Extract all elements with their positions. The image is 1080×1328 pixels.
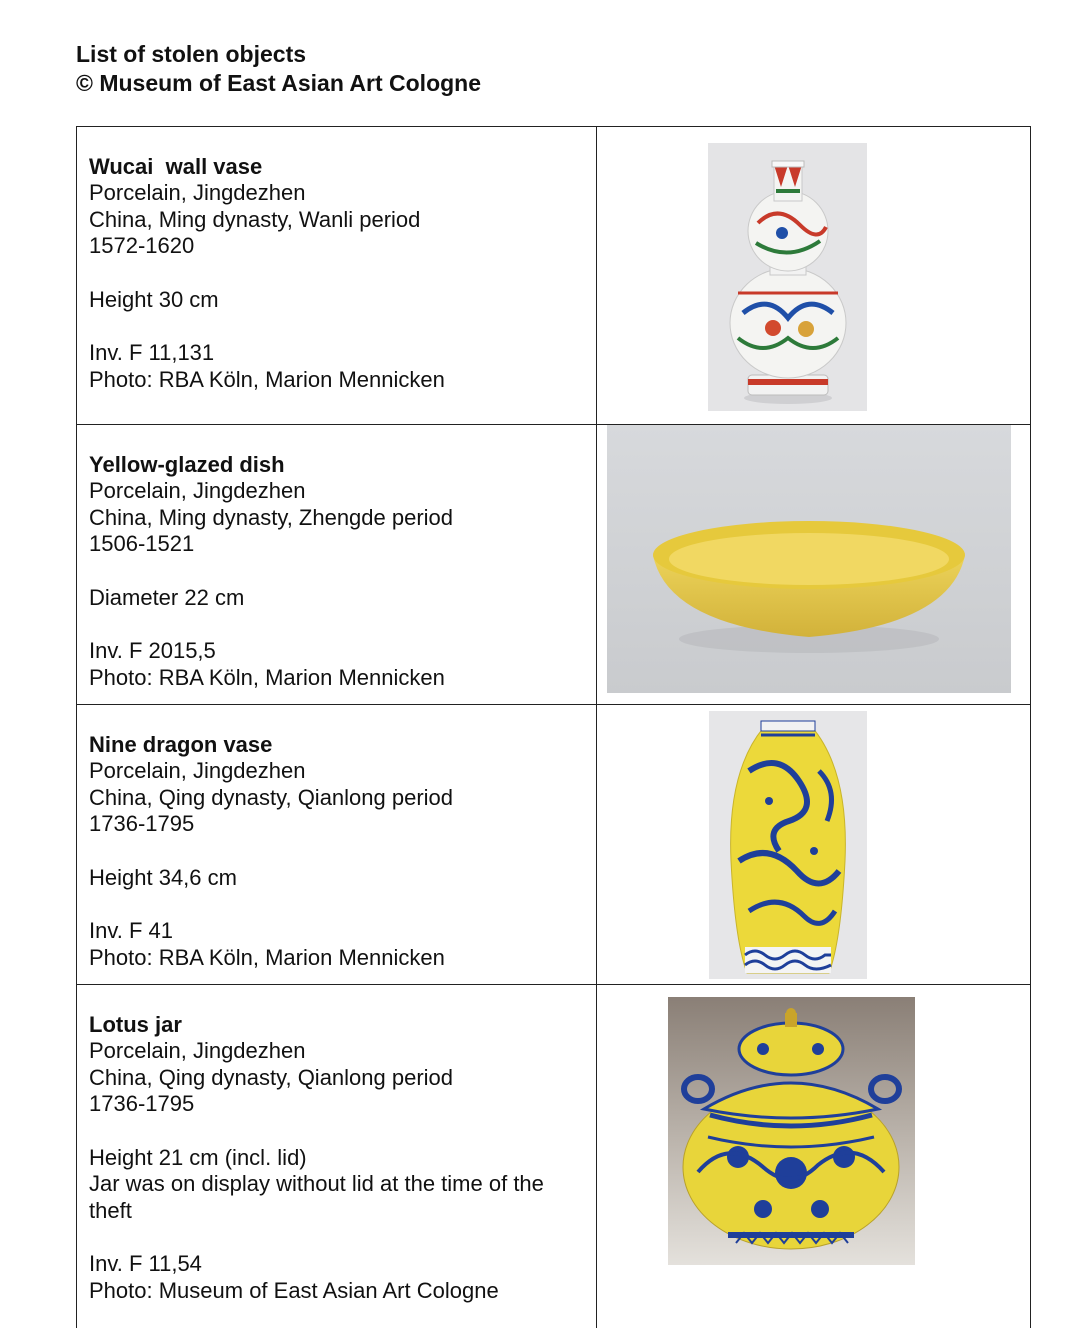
copyright-line: © Museum of East Asian Art Cologne — [76, 70, 482, 96]
object-origin: China, Ming dynasty, Zhengde period — [89, 504, 454, 530]
object-dates: 1506-1521 — [89, 531, 195, 556]
object-photo-cell — [597, 985, 1031, 1328]
document-title: List of stolen objects — [76, 41, 307, 67]
object-dates: 1736-1795 — [89, 1091, 195, 1116]
object-dates: 1736-1795 — [89, 811, 195, 836]
object-info-cell — [77, 705, 597, 985]
object-origin: China, Ming dynasty, Wanli period — [89, 206, 421, 232]
object-info-cell — [77, 425, 597, 705]
object-name: Wucai wall vase — [89, 154, 263, 179]
object-measure: Diameter 22 cm — [89, 584, 245, 610]
object-photo-credit: Photo: RBA Köln, Marion Mennicken — [89, 366, 445, 392]
object-name: Lotus jar — [89, 1012, 182, 1037]
object-note: Jar was on display without lid at the time of the theft — [89, 1171, 544, 1223]
document-header — [76, 40, 481, 98]
object-material: Porcelain, Jingdezhen — [89, 1038, 306, 1063]
object-photo-cell — [597, 705, 1031, 985]
object-inventory: Inv. F 11,54 — [89, 1251, 202, 1276]
object-material: Porcelain, Jingdezhen — [89, 478, 306, 503]
table-row — [77, 705, 1031, 985]
nine-dragon-vase-image — [709, 711, 867, 979]
table-row — [77, 425, 1031, 705]
object-inventory: Inv. F 11,131 — [89, 340, 215, 365]
table-row — [77, 127, 1031, 425]
yellow-dish-image — [607, 425, 1011, 693]
object-material: Porcelain, Jingdezhen — [89, 180, 306, 205]
object-photo-credit: Photo: Museum of East Asian Art Cologne — [89, 1277, 499, 1303]
object-info-cell — [77, 985, 597, 1328]
object-name: Nine dragon vase — [89, 732, 273, 757]
table-row — [77, 985, 1031, 1328]
object-material: Porcelain, Jingdezhen — [89, 758, 306, 783]
object-inventory: Inv. F 2015,5 — [89, 638, 216, 663]
object-measure: Height 34,6 cm — [89, 864, 237, 890]
object-photo-cell — [597, 127, 1031, 425]
object-photo-credit: Photo: RBA Köln, Marion Mennicken — [89, 664, 445, 690]
object-origin: China, Qing dynasty, Qianlong period — [89, 784, 454, 810]
object-inventory: Inv. F 41 — [89, 918, 173, 943]
object-dates: 1572-1620 — [89, 233, 195, 258]
lotus-jar-image — [668, 997, 915, 1265]
object-name: Yellow-glazed dish — [89, 452, 285, 477]
object-photo-credit: Photo: RBA Köln, Marion Mennicken — [89, 944, 445, 970]
object-measure: Height 21 cm (incl. lid) — [89, 1144, 307, 1170]
stolen-objects-table — [76, 126, 1031, 1328]
object-measure: Height 30 cm — [89, 286, 219, 312]
wucai-vase-image — [708, 143, 867, 411]
object-info-cell — [77, 127, 597, 425]
object-origin: China, Qing dynasty, Qianlong period — [89, 1064, 454, 1090]
object-photo-cell — [597, 425, 1031, 705]
